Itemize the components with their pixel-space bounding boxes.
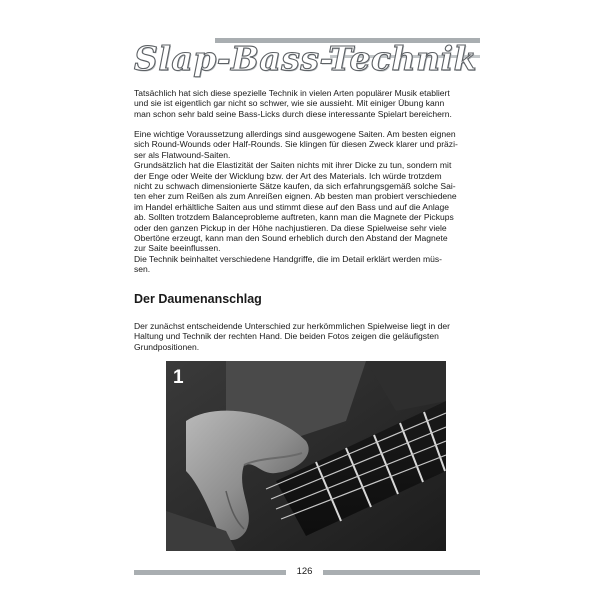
text-line: Tatsächlich hat sich diese spezielle Technik in vielen Arten populärer Musik etabliert [134,88,450,98]
section-heading: Der Daumenanschlag [134,292,262,306]
text-line: sen. [134,264,151,275]
text-line: ten eher zum Reißen als zum Anreißen eignen. Ab besten man probiert verschiedene [134,191,457,202]
text-line: Grundpositionen. [134,341,200,352]
paragraph-intro [134,88,480,119]
text-line: oder den ganzen Pickup in der Höhe nachjustieren. Da diese Spielweise sehr viele [134,222,447,233]
text-line: man schon sehr bald seine Bass-Licks durch diese interessante Spielart bereichern. [134,108,452,119]
photo-number: 1 [173,367,184,388]
text-line: sich Round-Wounds oder Half-Rounds. Sie klingen für diesen Zweck klarer und präzi- [134,139,458,150]
footer-decor-bar-right [323,570,480,575]
text-line: Grundsätzlich hat die Elastizität der Saiten nichts mit ihrer Dicke zu tun, sondern mit [134,160,452,171]
text-line: Der zunächst entscheidende Unterschied zur herkömmlichen Spielweise liegt in der [134,321,450,331]
text-line: Eine wichtige Voraussetzung allerdings sind ausgewogene Saiten. Am besten eignen [134,129,456,139]
text-line: im Handel erhältliche Saiten aus und stimmt diese auf den Bass und auf die Anlage [134,201,450,212]
text-line: nicht zu schwach dimensionierte Sätze kaufen, da sich erfahrungsgemäß solche Sai- [134,181,456,192]
paragraph-technique [134,321,480,352]
footer-decor-bar-left [134,570,286,575]
text-line: und sie ist eigentlich gar nicht so schwer, wie sie aussieht. Mit einiger Übung kann [134,98,445,109]
bass-photo [166,361,446,551]
text-line: ab. Sollten trotzdem Balanceprobleme auftreten, kann man die Magnete der Pickups [134,212,454,223]
text-line: der Enge oder Weite der Wicklung bzw. der Art des Materials. Ich würde trotzdem [134,170,442,181]
page-number: 126 [296,566,313,577]
text-line: zur Saite beeinflussen. [134,243,221,254]
text-line: Obertöne erzeugt, kann man den Sound erheblich durch den Abstand der Magnete [134,233,448,244]
page-title: Slap-Bass-Technik [134,39,477,78]
text-line: ser als Flatwound-Saiten. [134,149,231,160]
bass-photo-illustration [166,361,446,551]
text-line: Haltung und Technik der rechten Hand. Die beiden Fotos zeigen die geläufigsten [134,331,439,342]
text-line: Die Technik beinhaltet verschiedene Handgriffe, die im Detail erklärt werden müs- [134,253,443,264]
paragraph-strings [134,129,480,275]
